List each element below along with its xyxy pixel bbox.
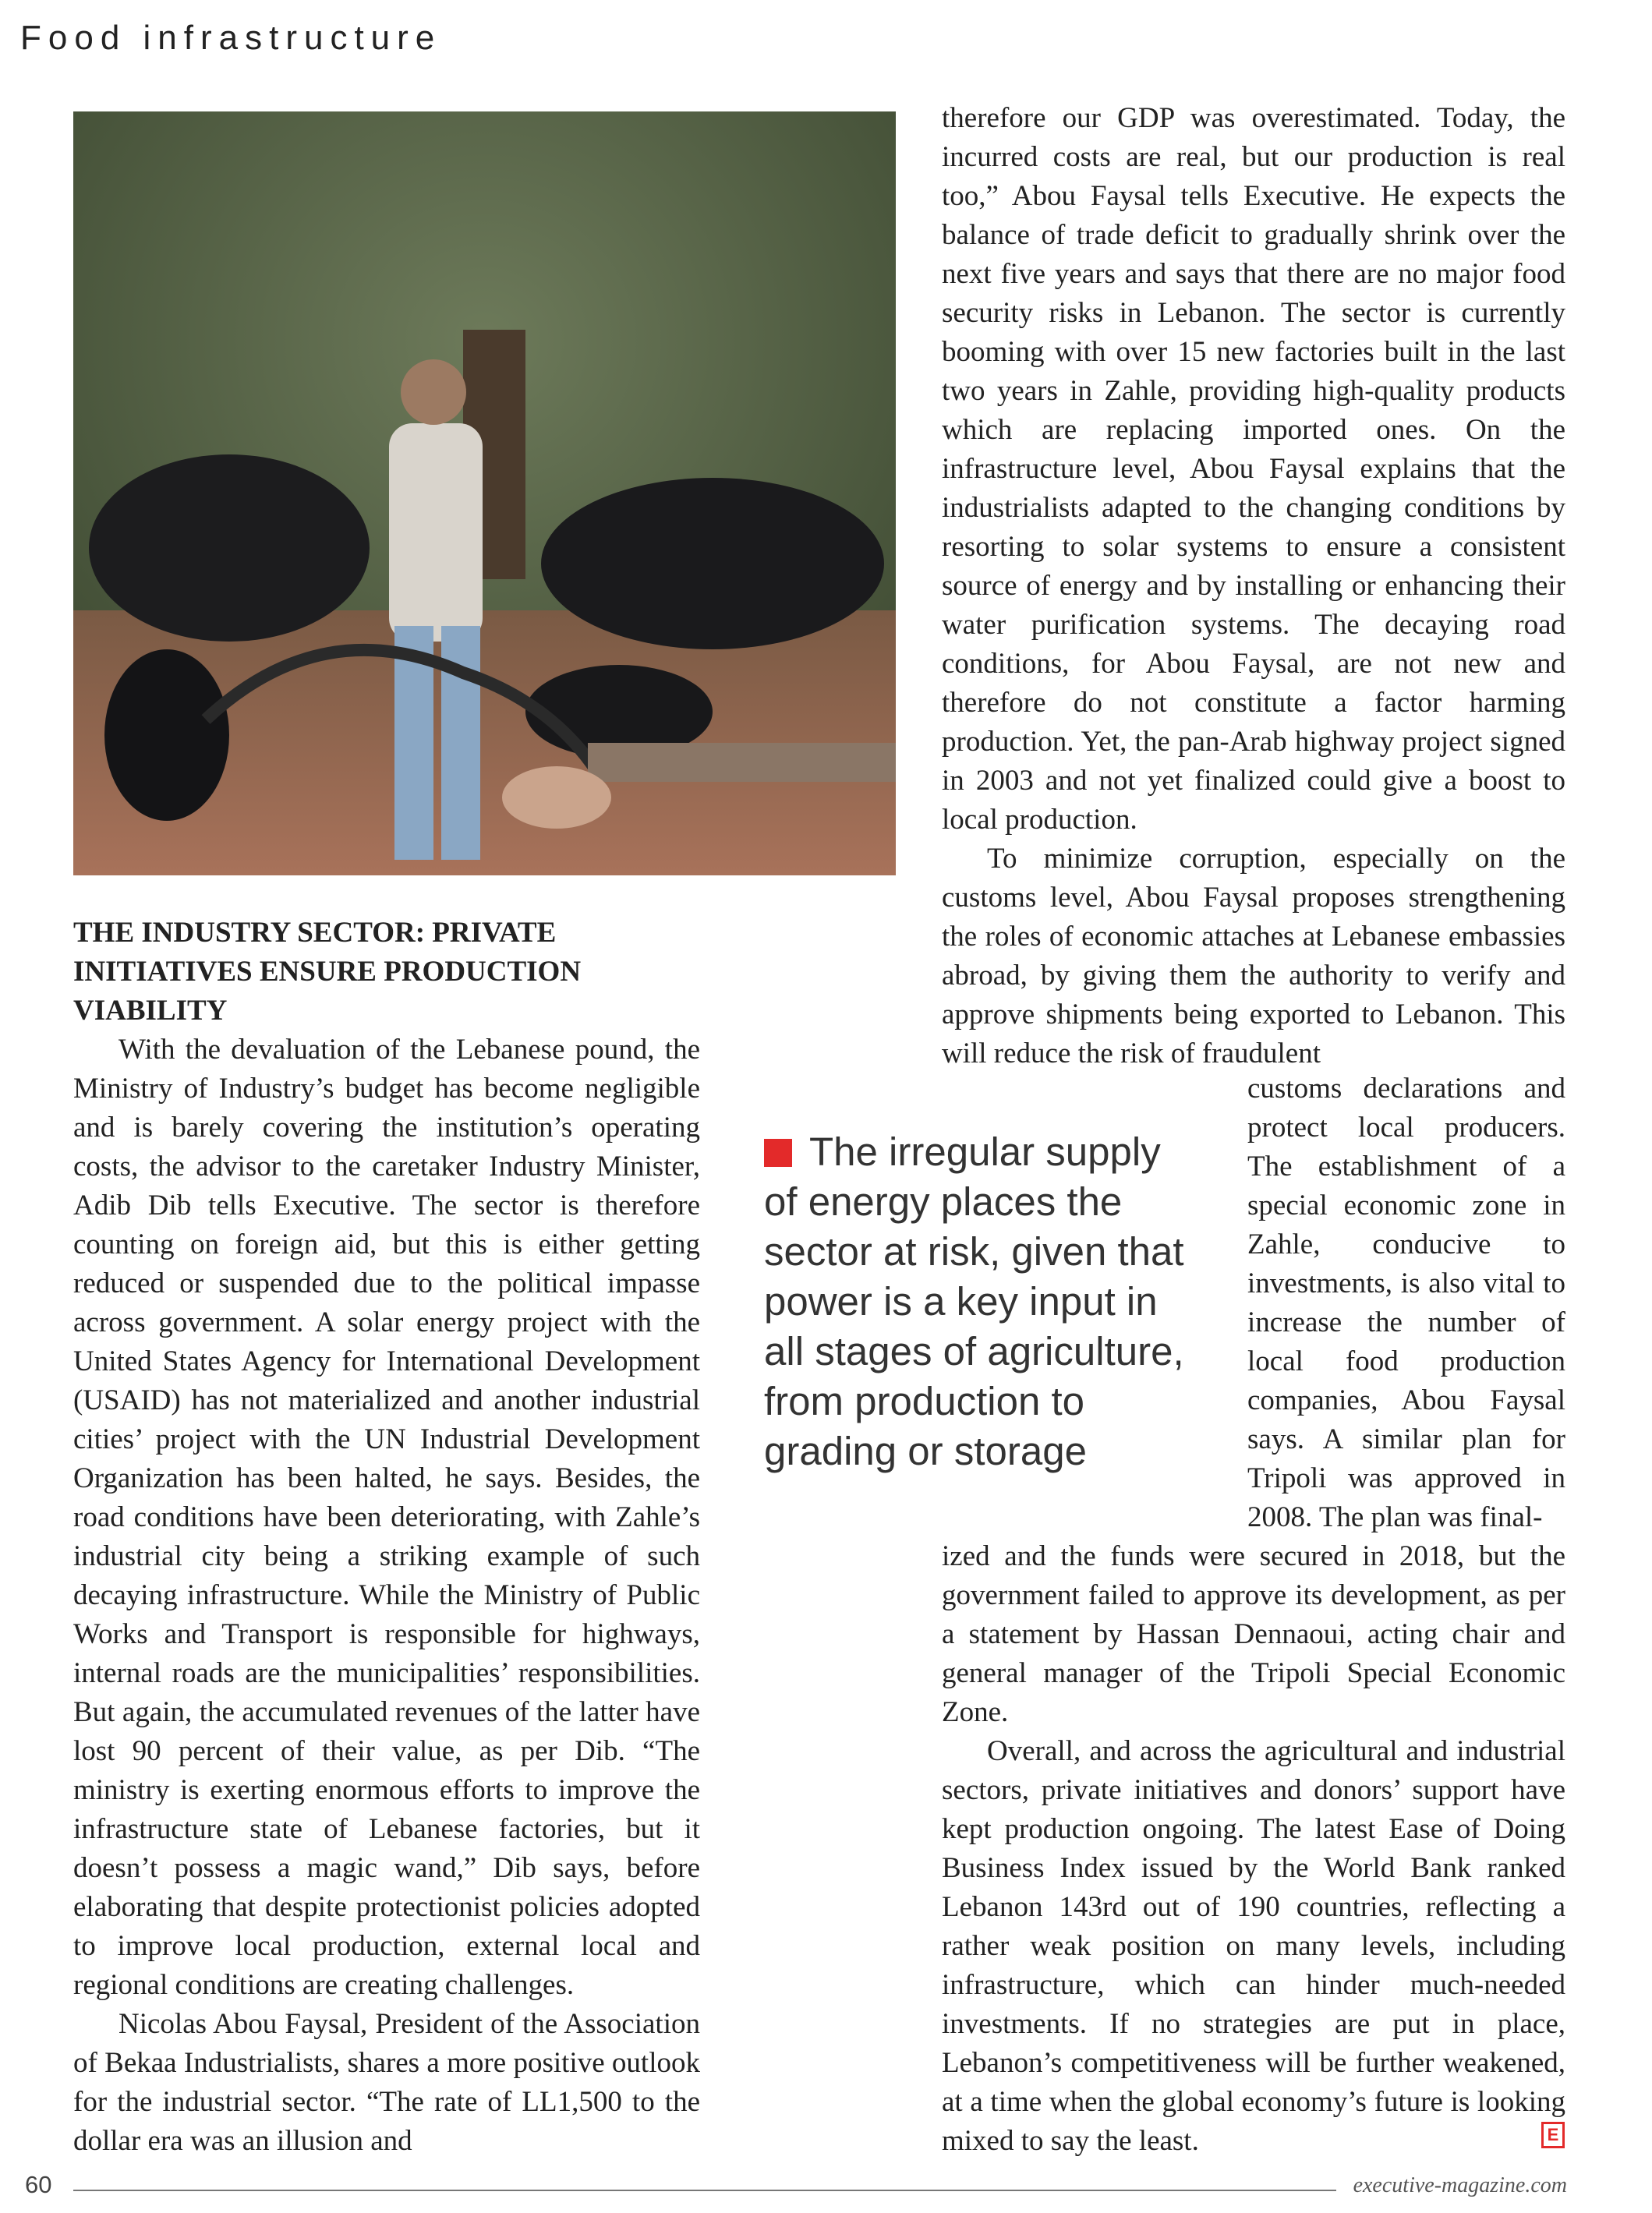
footer-divider	[73, 2190, 1336, 2191]
paragraph: ized and the funds were secured in 2018, but the government failed to approve its development, as per a statement by Hassan Dennaoui, acting chair and general manager of the Tripoli Special Economic Zone.	[942, 1540, 1565, 1728]
right-column-top	[942, 99, 1565, 1073]
pull-quote	[764, 1127, 1201, 1476]
pull-quote-text: The irregular supply of energy places the sector at risk, given that power is a key input in all stages of agriculture, from production to grading or storage	[764, 1129, 1184, 1473]
site-url: executive-magazine.com	[1353, 2173, 1567, 2197]
paragraph: customs declarations and protect local producers. The establishment of a special economic zone in Zahle, conducive to investments, is also vital to increase the number of local food production companies, Abou Faysal says. A similar plan for Tripoli was approved in 2008. The plan was final-	[1247, 1073, 1565, 1533]
paragraph: therefore our GDP was overestimated. Today, the incurred costs are real, but our production is real too,” Abou Faysal tells Executive. He expects the balance of trade deficit to gradually shrink over the next five years and says that there are no major food security risks in Lebanon. The sector is currently booming with over 15 new factories built in the last two years in Zahle, providing high-quality products which are replacing imported ones. On the infrastructure level, Abou Faysal explains that the industrialists adapted to the changing conditions by resorting to solar systems to ensure a consistent source of energy and by installing or enhancing their water purification systems. The decaying road conditions, for Abou Faysal, are not new and therefore do not constitute a factor harming production. Yet, the pan-Arab highway project signed in 2003 and not yet finalized could give a boost to local production.	[942, 102, 1565, 836]
paragraph: To minimize corruption, especially on the customs level, Abou Faysal proposes strengthening the roles of economic attaches at Lebanese embassies abroad, by giving them the authority to verify and approve shipments being exported to Lebanon. This will reduce the risk of fraudulent	[942, 843, 1565, 1069]
section-subhead: THE INDUSTRY SECTOR: PRIVATE INITIATIVES ENSURE PRODUCTION VIABILITY	[73, 917, 582, 1027]
right-column-bottom	[942, 1537, 1565, 2161]
paragraph: Nicolas Abou Faysal, President of the Association of Bekaa Industrialists, shares a more positive outlook for the industrial sector. “The rate of LL1,500 to the dollar era was an illusion and	[73, 2008, 700, 2157]
right-column-wrap	[1247, 1069, 1565, 1537]
article-photo	[73, 111, 896, 875]
red-square-icon	[764, 1139, 792, 1167]
page-number: 60	[25, 2171, 52, 2198]
paragraph: Overall, and across the agricultural and industrial sectors, private initiatives and donors’ support have kept production ongoing. The latest Ease of Doing Business Index issued by the World Bank ranked Lebanon 143rd out of 190 countries, reflecting a rather weak position on many levels, including infrastructure, which can hinder much-needed investments. If no strategies are put in place, Lebanon’s competitiveness will be further weakened, at a time when the global economy’s future is looking mixed to say the least.	[942, 1735, 1565, 2157]
paragraph: With the devaluation of the Lebanese pound, the Ministry of Industry’s budget has become negligible and is barely covering the institution’s operating costs, the advisor to the caretaker Industry Minister, Adib Dib tells Executive. The sector is therefore counting on foreign aid, but this is either getting reduced or suspended due to the political impasse across government. A solar energy project with the United States Agency for International Development (USAID) has not materialized and another industrial cities’ project with the UN Industrial Development Organization has been halted, he says. Besides, the road conditions have been deteriorating, with Zahle’s industrial city being a striking example of such decaying infrastructure. While the Ministry of Public Works and Transport is responsible for highways, internal roads are the municipalities’ responsibilities. But again, the accumulated revenues of the latter have lost 90 percent of their value, as per Dib. “The ministry is exerting enormous efforts to improve the infrastructure state of Lebanese factories, but it doesn’t possess a magic wand,” Dib says, before elaborating that despite protectionist policies adopted to improve local production, external local and regional conditions are creating challenges.	[73, 1034, 700, 2001]
photo-farmer-goats-icon	[73, 111, 896, 875]
section-label: Food infrastructure	[20, 19, 442, 57]
end-mark-icon: E	[1541, 2122, 1565, 2148]
left-column	[73, 914, 700, 2161]
